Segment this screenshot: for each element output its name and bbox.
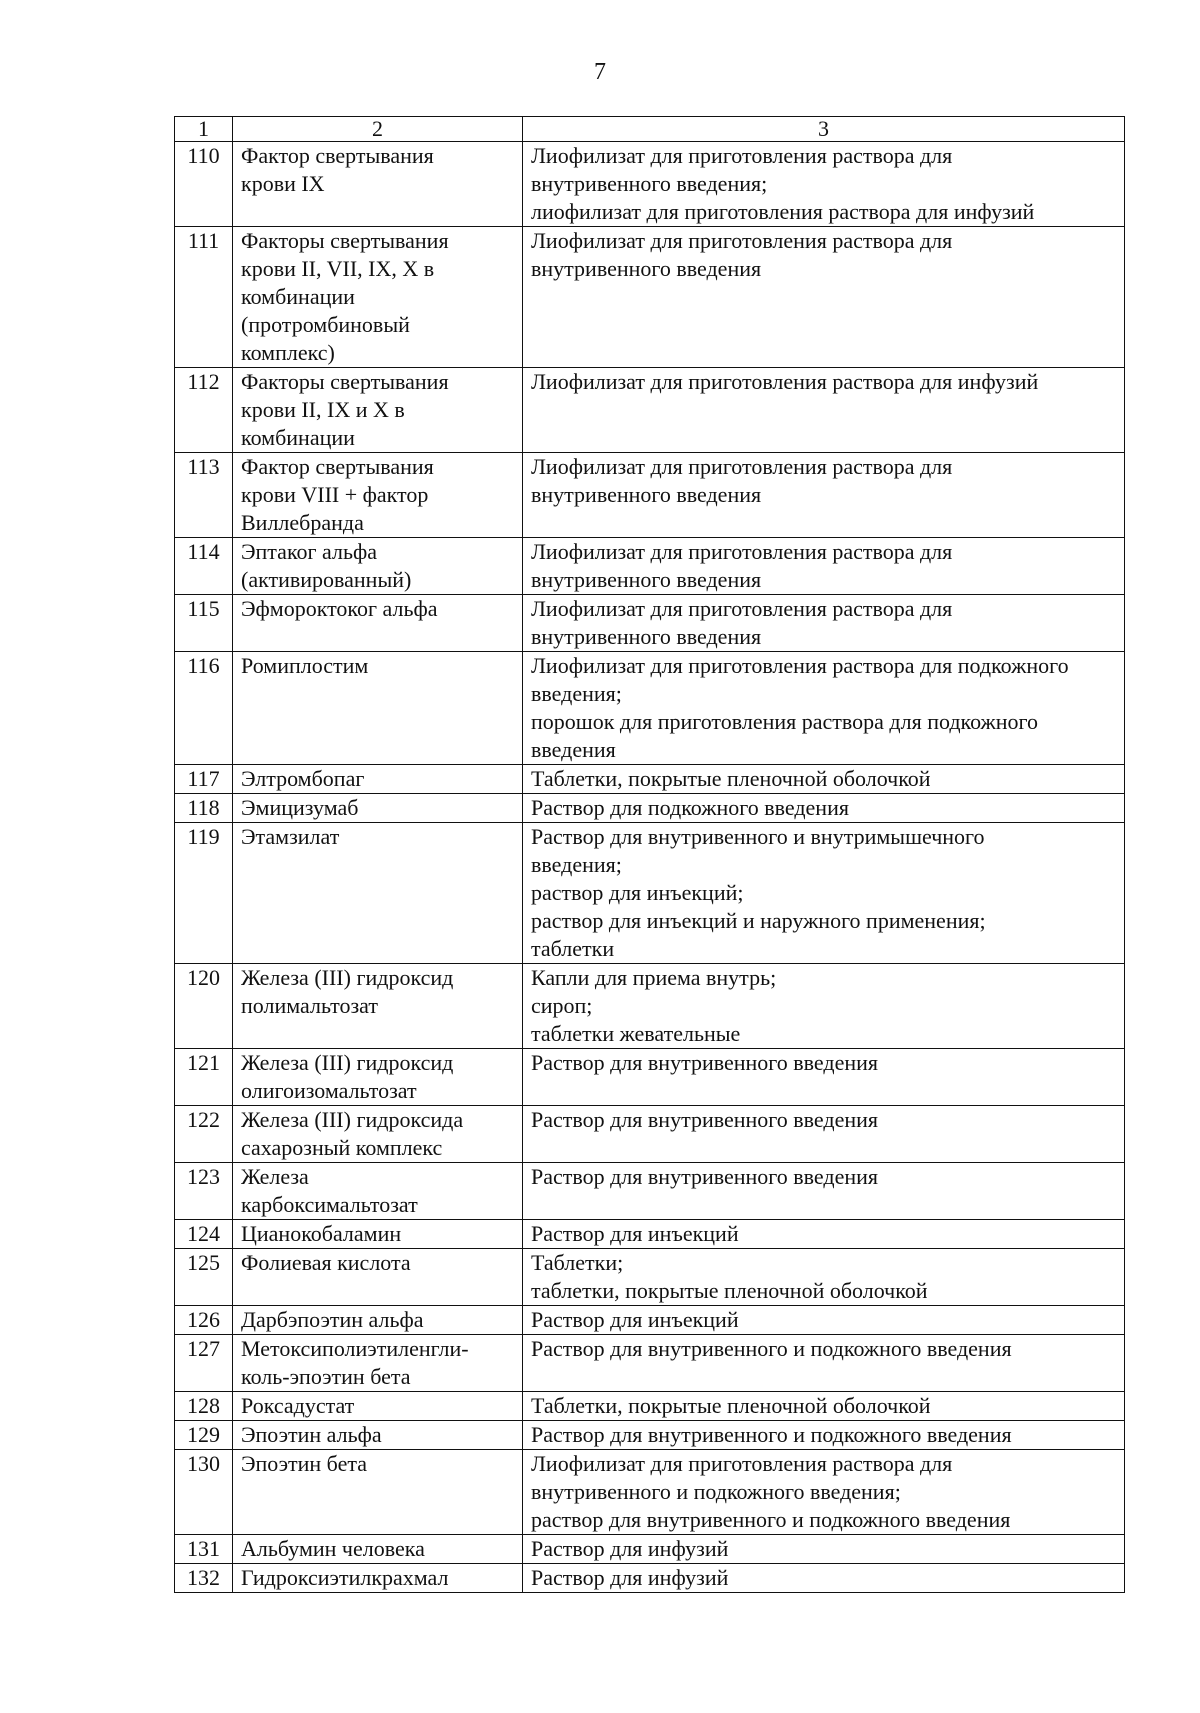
row-number-cell: 113 xyxy=(175,453,233,538)
table-row xyxy=(175,142,1125,227)
drug-name-cell: Железа (III) гидроксид олигоизомальтозат xyxy=(233,1049,523,1106)
drug-name-cell: Элтромбопаг xyxy=(233,765,523,794)
dosage-form-cell: Капли для приема внутрь; сироп; таблетки жевательные xyxy=(523,964,1125,1049)
drug-name-cell: Ромиплостим xyxy=(233,652,523,765)
dosage-form-cell: Лиофилизат для приготовления раствора для внутривенного введения; лиофилизат для приготовления раствора для инфузий xyxy=(523,142,1125,227)
dosage-form-cell: Таблетки; таблетки, покрытые пленочной оболочкой xyxy=(523,1249,1125,1306)
header-col-1: 1 xyxy=(175,117,233,142)
row-number-cell: 116 xyxy=(175,652,233,765)
table-row xyxy=(175,1335,1125,1392)
table-row xyxy=(175,1049,1125,1106)
row-number-cell: 110 xyxy=(175,142,233,227)
drug-name-cell: Фактор свертывания крови VIII + фактор Виллебранда xyxy=(233,453,523,538)
dosage-form-cell: Раствор для внутривенного и подкожного введения xyxy=(523,1335,1125,1392)
table-row xyxy=(175,823,1125,964)
table-row xyxy=(175,964,1125,1049)
dosage-form-cell: Лиофилизат для приготовления раствора для внутривенного введения xyxy=(523,538,1125,595)
dosage-form-cell: Раствор для внутривенного и подкожного введения xyxy=(523,1421,1125,1450)
dosage-form-cell: Раствор для инфузий xyxy=(523,1564,1125,1593)
table-header-row xyxy=(175,117,1125,142)
table-row xyxy=(175,1249,1125,1306)
drug-name-cell: Факторы свертывания крови II, VII, IX, X в комбинации (протромбиновый комплекс) xyxy=(233,227,523,368)
drug-name-cell: Цианокобаламин xyxy=(233,1220,523,1249)
drug-name-cell: Фактор свертывания крови IX xyxy=(233,142,523,227)
row-number-cell: 111 xyxy=(175,227,233,368)
drug-name-cell: Эмицизумаб xyxy=(233,794,523,823)
table-row xyxy=(175,765,1125,794)
table-row xyxy=(175,1106,1125,1163)
dosage-form-cell: Раствор для инъекций xyxy=(523,1306,1125,1335)
row-number-cell: 127 xyxy=(175,1335,233,1392)
drug-name-cell: Дарбэпоэтин альфа xyxy=(233,1306,523,1335)
table-row xyxy=(175,227,1125,368)
row-number-cell: 123 xyxy=(175,1163,233,1220)
row-number-cell: 131 xyxy=(175,1535,233,1564)
row-number-cell: 115 xyxy=(175,595,233,652)
table-row xyxy=(175,1535,1125,1564)
table-row xyxy=(175,1564,1125,1593)
dosage-form-cell: Лиофилизат для приготовления раствора для подкожного введения; порошок для приготовления раствора для подкожного введения xyxy=(523,652,1125,765)
dosage-form-cell: Раствор для инъекций xyxy=(523,1220,1125,1249)
drug-table xyxy=(174,116,1125,1593)
table-row xyxy=(175,1450,1125,1535)
drug-name-cell: Железа (III) гидроксида сахарозный комплекс xyxy=(233,1106,523,1163)
row-number-cell: 121 xyxy=(175,1049,233,1106)
page-number: 7 xyxy=(594,59,606,85)
table-row xyxy=(175,1220,1125,1249)
drug-name-cell: Альбумин человека xyxy=(233,1535,523,1564)
row-number-cell: 122 xyxy=(175,1106,233,1163)
dosage-form-cell: Лиофилизат для приготовления раствора для инфузий xyxy=(523,368,1125,453)
table-row xyxy=(175,453,1125,538)
drug-name-cell: Факторы свертывания крови II, IX и X в комбинации xyxy=(233,368,523,453)
row-number-cell: 117 xyxy=(175,765,233,794)
row-number-cell: 112 xyxy=(175,368,233,453)
dosage-form-cell: Раствор для инфузий xyxy=(523,1535,1125,1564)
table-row xyxy=(175,1392,1125,1421)
drug-name-cell: Метоксиполиэтиленгли- коль-эпоэтин бета xyxy=(233,1335,523,1392)
table-row xyxy=(175,595,1125,652)
table-row xyxy=(175,794,1125,823)
dosage-form-cell: Лиофилизат для приготовления раствора для внутривенного введения xyxy=(523,453,1125,538)
drug-name-cell: Эптаког альфа (активированный) xyxy=(233,538,523,595)
row-number-cell: 120 xyxy=(175,964,233,1049)
drug-name-cell: Эфмороктоког альфа xyxy=(233,595,523,652)
row-number-cell: 114 xyxy=(175,538,233,595)
drug-name-cell: Фолиевая кислота xyxy=(233,1249,523,1306)
drug-name-cell: Железа карбоксимальтозат xyxy=(233,1163,523,1220)
table-row xyxy=(175,1163,1125,1220)
row-number-cell: 118 xyxy=(175,794,233,823)
table-row xyxy=(175,538,1125,595)
row-number-cell: 126 xyxy=(175,1306,233,1335)
table-row xyxy=(175,1421,1125,1450)
table-row xyxy=(175,652,1125,765)
dosage-form-cell: Таблетки, покрытые пленочной оболочкой xyxy=(523,765,1125,794)
row-number-cell: 130 xyxy=(175,1450,233,1535)
dosage-form-cell: Таблетки, покрытые пленочной оболочкой xyxy=(523,1392,1125,1421)
dosage-form-cell: Раствор для внутривенного введения xyxy=(523,1049,1125,1106)
header-col-3: 3 xyxy=(523,117,1125,142)
row-number-cell: 128 xyxy=(175,1392,233,1421)
table-body xyxy=(175,117,1125,1593)
dosage-form-cell: Раствор для внутривенного введения xyxy=(523,1163,1125,1220)
dosage-form-cell: Раствор для внутривенного введения xyxy=(523,1106,1125,1163)
drug-name-cell: Эпоэтин альфа xyxy=(233,1421,523,1450)
drug-name-cell: Железа (III) гидроксид полимальтозат xyxy=(233,964,523,1049)
header-col-2: 2 xyxy=(233,117,523,142)
row-number-cell: 132 xyxy=(175,1564,233,1593)
row-number-cell: 125 xyxy=(175,1249,233,1306)
table-row xyxy=(175,1306,1125,1335)
drug-name-cell: Этамзилат xyxy=(233,823,523,964)
drug-name-cell: Эпоэтин бета xyxy=(233,1450,523,1535)
dosage-form-cell: Лиофилизат для приготовления раствора для внутривенного введения xyxy=(523,595,1125,652)
dosage-form-cell: Лиофилизат для приготовления раствора для внутривенного и подкожного введения; раствор для внутривенного и подкожного введения xyxy=(523,1450,1125,1535)
row-number-cell: 119 xyxy=(175,823,233,964)
row-number-cell: 124 xyxy=(175,1220,233,1249)
row-number-cell: 129 xyxy=(175,1421,233,1450)
dosage-form-cell: Лиофилизат для приготовления раствора для внутривенного введения xyxy=(523,227,1125,368)
dosage-form-cell: Раствор для подкожного введения xyxy=(523,794,1125,823)
table-row xyxy=(175,368,1125,453)
drug-name-cell: Роксадустат xyxy=(233,1392,523,1421)
drug-name-cell: Гидроксиэтилкрахмал xyxy=(233,1564,523,1593)
dosage-form-cell: Раствор для внутривенного и внутримышечного введения; раствор для инъекций; раствор для инъекций и наружного применения; таблетки xyxy=(523,823,1125,964)
